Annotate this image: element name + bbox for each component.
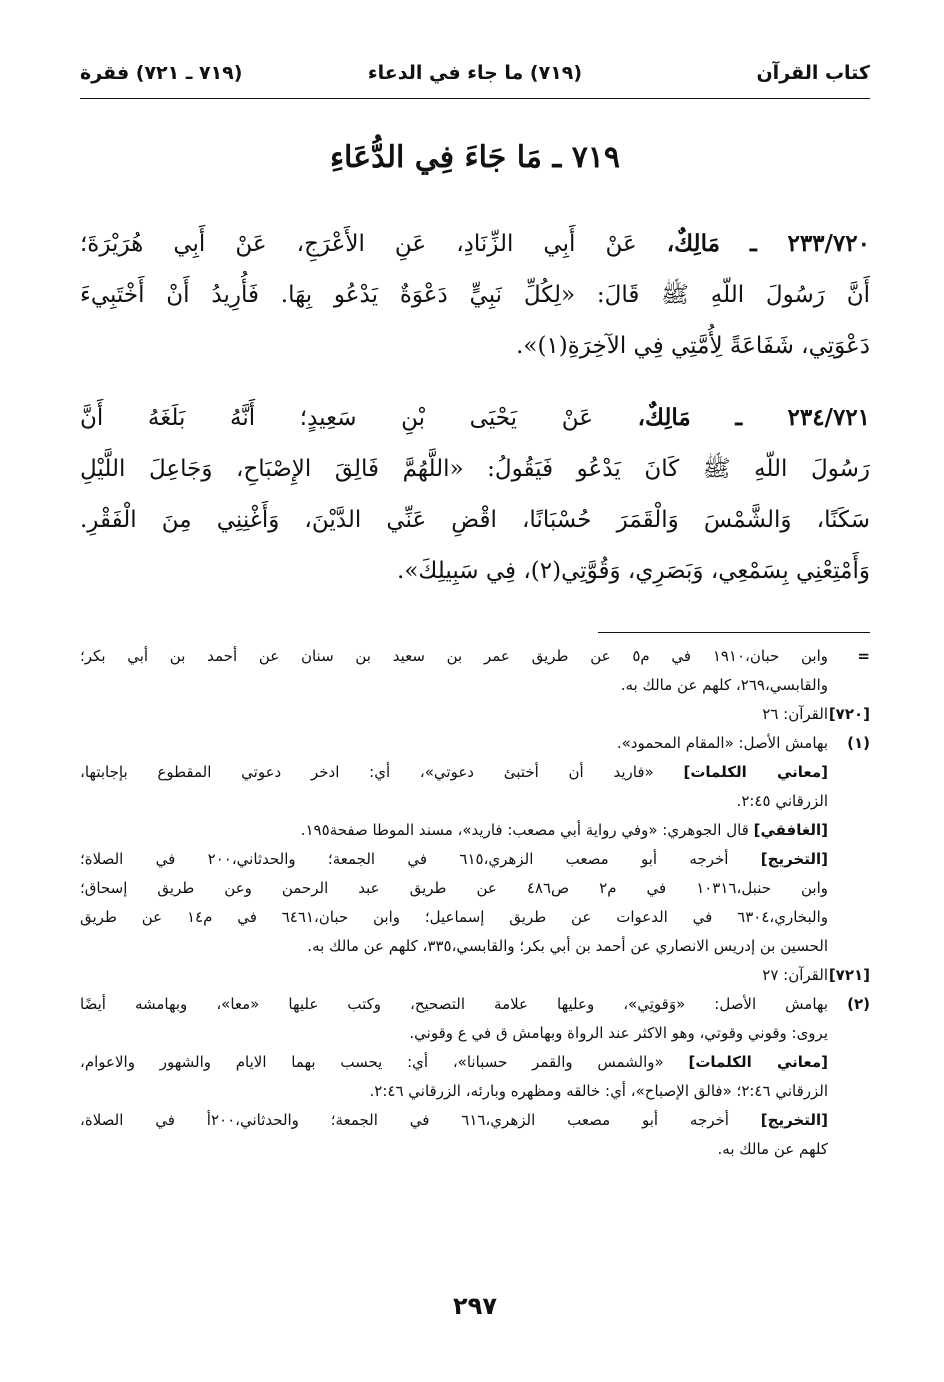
footnote-line: وابن حبان،١٩١٠ في م٥ عن طريق عمر بن سعيد بن سنان عن أحمد بن أبي بكر؛ xyxy=(80,647,828,665)
footnote-line xyxy=(80,903,828,932)
footnote-row xyxy=(80,729,870,758)
footnote-line xyxy=(80,1048,828,1077)
footnote-section-tag: [معاني الكلمات] xyxy=(683,763,828,781)
footnote-mark: [٧٢٠] xyxy=(828,705,870,723)
footnote-section-tag: [الغافقي] xyxy=(753,821,828,839)
footnote-section-tag: [التخريج] xyxy=(760,1111,828,1129)
hadith-line: دَعْوَتِي، شَفَاعَةً لِأُمَّتِي فِي الآخِرَةِ(١)». xyxy=(516,333,870,359)
footnote-continuation xyxy=(80,642,870,671)
footnote-row xyxy=(80,903,870,932)
footnote-row xyxy=(80,787,870,816)
footnote-mark: = xyxy=(857,647,870,665)
footnote-text: والبخاري،٦٣٠٤ في الدعوات عن طريق إسماعيل؛ وابن حبان،٦٤٦١ في م١٤ عن طريق xyxy=(80,908,828,926)
footnote-line xyxy=(80,758,828,787)
footnote-line: والقابسي،٢٦٩، كلهم عن مالك به. xyxy=(620,676,828,694)
footnote-mark: (١) xyxy=(847,734,870,752)
footnote-line xyxy=(80,932,828,961)
footnote-text: «والشمس والقمر حسبانا»، أي: يحسب بهما الايام والشهور والاعوام، xyxy=(80,1053,689,1071)
footnote-row xyxy=(80,845,870,874)
footnote-line xyxy=(80,1077,828,1106)
footnote-1 xyxy=(80,729,870,961)
footnote-text: الزرقاني ٢:٤٥. xyxy=(736,792,828,810)
footnotes xyxy=(80,642,870,1164)
footnote-line xyxy=(80,729,828,758)
footnote-text: «فاريد أن أختبئ دعوتي»، أي: ادخر دعوتي المقطوع بإجابتها، xyxy=(80,763,684,781)
footnote-continuation-line xyxy=(80,671,870,700)
footnote-text: الحسين بن إدريس الانصاري عن أحمد بن أبي بكر؛ والقابسي،٣٣٥، كلهم عن مالك به. xyxy=(307,937,828,955)
footnote-row xyxy=(80,1106,870,1135)
footnote-mark: (٢) xyxy=(847,995,870,1013)
chapter-title: ٧١٩ ـ مَا جَاءَ فِي الدُّعَاءِ xyxy=(329,140,621,175)
footnote-text: بهامش الأصل: «وَقوتِي»، وعليها علامة التصحيح، وكتب عليها «معا»، وبهامشه أيضًا xyxy=(80,995,828,1013)
footnote-line xyxy=(80,816,828,845)
hadith-line: سَكَنًا، وَالشَّمْسَ وَالْقَمَرَ حُسْبَانًا، اقْضِ عَنِّي الدَّيْنَ، وَأَغْنِنِي مِنَ الْفَقْرِ. xyxy=(80,507,870,533)
footnote-section-tag: [معاني الكلمات] xyxy=(688,1053,828,1071)
hadith-721 xyxy=(80,392,870,597)
header-divider xyxy=(80,98,870,99)
footnote-row xyxy=(80,816,870,845)
footnote-line: القرآن: ٢٧ xyxy=(762,966,828,984)
footnote-row xyxy=(80,1019,870,1048)
footnotes-divider xyxy=(598,632,870,633)
hadith-narrator: مَالِكٌ، xyxy=(666,230,720,257)
hadith-text: عَنْ أَبِي الزِّنَادِ، عَنِ الأَعْرَجِ، عَنْ أَبِي هُرَيْرَةَ؛ xyxy=(80,231,637,257)
footnote-line xyxy=(80,990,828,1019)
header-book-title: كتاب القرآن xyxy=(756,62,870,84)
hadith-narrator: مَالِكٌ، xyxy=(637,404,691,431)
page-number: ٢٩٧ xyxy=(453,1292,497,1320)
footnote-row xyxy=(80,932,870,961)
footnote-line: القرآن: ٢٦ xyxy=(762,705,828,723)
footnote-line xyxy=(80,1135,828,1164)
footnote-721 xyxy=(80,961,870,990)
footnote-text: يروى: وقوني وقوتي، وهو الاكثر عند الرواة وبهامش ق في ع وقوني. xyxy=(409,1024,828,1042)
hadith-line: وَأَمْتِعْنِي بِسَمْعِي، وَبَصَرِي، وَقُوَّتِي(٢)، فِي سَبِيلِكَ». xyxy=(397,558,870,584)
header-paragraph-range: (٧١٩ ـ ٧٢١) فقرة xyxy=(80,62,243,84)
book-page xyxy=(80,40,870,1360)
footnote-row xyxy=(80,1077,870,1106)
footnote-row xyxy=(80,990,870,1019)
hadith-number: ٢٣٣/٧٢٠ ـ xyxy=(749,230,870,257)
footnote-mark: [٧٢١] xyxy=(828,966,870,984)
footnote-text: وابن حنبل،١٠٣١٦ في م٢ ص٤٨٦ عن طريق عبد الرحمن وعن طريق إسحاق؛ xyxy=(80,879,828,897)
header-section-title: (٧١٩) ما جاء في الدعاء xyxy=(367,62,583,84)
running-header xyxy=(80,62,870,92)
footnote-line xyxy=(80,1019,828,1048)
footnote-line xyxy=(80,874,828,903)
footnote-text: أخرجه أبو مصعب الزهري،٦١٥ في الجمعة؛ والحدثاني،٢٠٠ في الصلاة؛ xyxy=(80,850,761,868)
footnote-line xyxy=(80,787,828,816)
footnote-row xyxy=(80,1048,870,1077)
hadith-text: عَنْ يَحْيَى بْنِ سَعِيدٍ؛ أَنَّهُ بَلَغَهُ أَنَّ xyxy=(80,405,593,431)
hadith-line xyxy=(80,392,870,444)
footnote-row xyxy=(80,1135,870,1164)
hadith-line xyxy=(80,218,870,270)
footnote-text: أخرجه أبو مصعب الزهري،٦١٦ في الجمعة؛ والحدثاني،٢٠٠أ في الصلاة، xyxy=(80,1111,761,1129)
footnote-line xyxy=(80,1106,828,1135)
hadith-number: ٢٣٤/٧٢١ ـ xyxy=(735,404,870,431)
footnote-line xyxy=(80,845,828,874)
footnote-section-tag: [التخريج] xyxy=(760,850,828,868)
hadith-line: أَنَّ رَسُولَ اللّهِ ﷺ قَالَ: «لِكُلِّ نَبِيٍّ دَعْوَةٌ يَدْعُو بِهَا. فَأُرِيدُ أَنْ أَخْتَبِيءَ xyxy=(80,282,870,308)
footnote-2 xyxy=(80,990,870,1164)
hadith-line: رَسُولَ اللّهِ ﷺ كَانَ يَدْعُو فَيَقُولُ: «اللَّهُمَّ فَالِقَ الإِصْبَاحِ، وَجَاعِلَ اللَّيْلِ xyxy=(80,456,870,482)
hadith-720 xyxy=(80,218,870,372)
footnote-row xyxy=(80,758,870,787)
footnote-720 xyxy=(80,700,870,729)
footnote-text: بهامش الأصل: «المقام المحمود». xyxy=(616,734,828,752)
footnote-text: قال الجوهري: «وفي رواية أبي مصعب: فاريد»، مسند الموطا صفحة١٩٥. xyxy=(300,821,754,839)
footnote-text: كلهم عن مالك به. xyxy=(717,1140,828,1158)
footnote-text: الزرقاني ٢:٤٦؛ «فالق الإصباح»، أي: خالقه ومظهره وبارئه، الزرقاني ٢:٤٦. xyxy=(369,1082,828,1100)
footnote-row xyxy=(80,874,870,903)
